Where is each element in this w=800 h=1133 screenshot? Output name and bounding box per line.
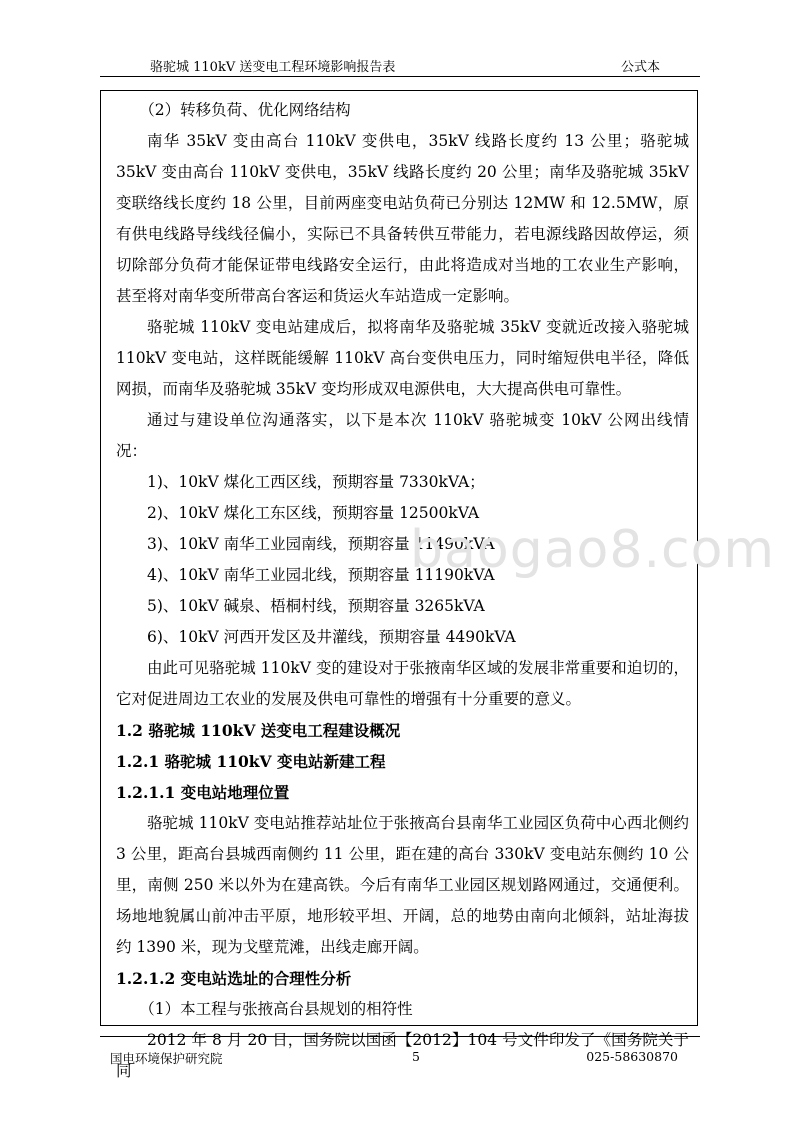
list-item: 3)、10kV 南华工业园南线，预期容量 11490kVA [147, 535, 495, 553]
header-title: 骆驼城 110kV 送变电工程环境影响报告表 [150, 60, 396, 75]
sub-heading: （2）转移负荷、优化网络结构 [139, 101, 351, 119]
section-heading: 1.2 骆驼城 110kV 送变电工程建设概况 [116, 721, 401, 740]
paragraph: 骆驼城 110kV 变电站建成后，拟将南华及骆驼城 35kV 变就近改接入骆驼城 110kV 变电站，这样既能缓解 110kV 高台变供电压力，同时缩短供电半径，降低网损，而南华及骆驼城 35kV 变均形成双电源供电，大大提高供电可靠性。 [116, 318, 689, 398]
footer-institute: 国电环境保护研究院 [110, 1051, 223, 1066]
paragraph: 骆驼城 110kV 变电站推荐站址位于张掖高台县南华工业园区负荷中心西北侧约 3 公里，距高台县城西南侧约 11 公里，距在建的高台 330kV 变电站东侧约 10 公里，南侧 250 米以外为在建高铁。今后有南华工业园区规划路网通过，交通便利。场地地貌属山前冲击平原，地形较平坦、开阔，总的地势由南向北倾斜，站址海拔约 1390 米，现为戈壁荒滩，出线走廊开阔。 [116, 814, 689, 956]
watermark: baogao8.com [410, 520, 776, 580]
page-header [100, 52, 700, 77]
sub-heading: （1）本工程与张掖高台县规划的相符性 [139, 1000, 413, 1018]
section-heading: 1.2.1 骆驼城 110kV 变电站新建工程 [116, 752, 386, 771]
list-item: 6)、10kV 河西开发区及井灌线，预期容量 4490kVA [147, 628, 516, 646]
list-item: 2)、10kV 煤化工东区线，预期容量 12500kVA [147, 504, 480, 522]
page-footer [100, 1036, 700, 1067]
paragraph: 2012 年 8 月 20 日，国务院以国函【2012】104 号文件印发了《国务院关于同 [116, 1031, 689, 1080]
paragraph: 南华 35kV 变由高台 110kV 变供电，35kV 线路长度约 13 公里；骆驼城 35kV 变由高台 110kV 变供电，35kV 线路长度约 20 公里；南华及骆驼城 35kV 变联络线长度约 18 公里，目前两座变电站负荷已分别达 12MW 和 12.5MW，原有供电线路导线线径偏小，实际已不具备转供互带能力，若电源线路因故停运，须切除部分负荷才能保证带电线路安全运行，由此将造成对当地的工农业生产影响，甚至将对南华变所带高台客运和货运火车站造成一定影响。 [116, 132, 689, 305]
document-body [116, 95, 689, 1087]
paragraph: 通过与建设单位沟通落实，以下是本次 110kV 骆驼城变 10kV 公网出线情况： [116, 411, 689, 460]
list-item: 4)、10kV 南华工业园北线，预期容量 11190kVA [147, 566, 495, 584]
section-heading: 1.2.1.1 变电站地理位置 [116, 783, 290, 802]
paragraph: 由此可见骆驼城 110kV 变的建设对于张掖南华区域的发展非常重要和迫切的，它对促进周边工农业的发展及供电可靠性的增强有十分重要的意义。 [116, 659, 689, 708]
header-edition: 公式本 [620, 60, 660, 75]
section-heading: 1.2.1.2 变电站选址的合理性分析 [116, 969, 352, 988]
page-number: 5 [412, 1049, 420, 1064]
list-item: 5)、10kV 碱泉、梧桐村线，预期容量 3265kVA [147, 597, 485, 615]
list-item: 1)、10kV 煤化工西区线，预期容量 7330kVA； [147, 473, 485, 491]
footer-phone: 025-58630870 [586, 1049, 678, 1064]
